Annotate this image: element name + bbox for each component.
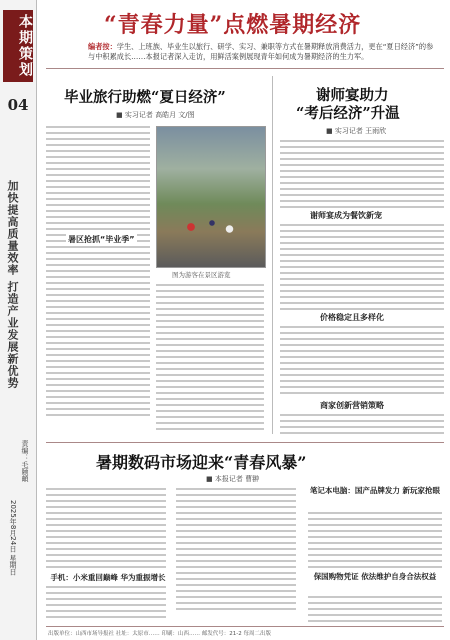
column-divider	[272, 76, 273, 434]
subheading: 价格稳定且多样化	[320, 313, 384, 322]
article-title-line2: “考后经济”升温	[296, 105, 400, 122]
subheading: 笔记本电脑：国产品牌发力 新玩家抢眼	[309, 486, 441, 495]
text-block	[176, 488, 296, 610]
article-title: 毕业旅行助燃“夏日经济”	[64, 89, 226, 106]
article-graduate-travel	[46, 72, 266, 440]
page-title: “青春力量”点燃暑期经济	[104, 12, 362, 38]
text-block	[280, 224, 444, 310]
section-label: 本期策划	[3, 10, 33, 82]
subheading: 保国购物凭证 依法维护自身合法权益	[313, 572, 437, 581]
text-block	[308, 512, 442, 568]
text-block	[280, 326, 444, 394]
article-photo	[156, 126, 266, 268]
article-digital-market	[46, 446, 444, 626]
text-block	[308, 596, 442, 622]
article-byline: ■ 本报记者 曹翀	[206, 475, 260, 483]
text-block	[46, 586, 166, 618]
text-block	[280, 140, 444, 208]
section-rule	[46, 442, 444, 443]
article-title: 暑期数码市场迎来“青春风暴”	[96, 453, 307, 472]
subheading: 暑区抢抓“毕业季”	[68, 235, 135, 244]
text-block	[156, 284, 264, 430]
text-block	[280, 414, 444, 434]
article-title: 谢师宴助力	[316, 87, 389, 104]
article-byline: ■ 实习记者 高皓月 文/图	[116, 111, 195, 119]
editor-note-label: 编者按：	[88, 42, 117, 51]
editor-note-text: 学生、上班族、毕业生以旅行、研学、实习、兼职等方式在暑期释放消费活力，更在“夏日经济”的参与中积累成长……本报记者深入走访，用鲜活案例展现青年如何成为暑期经济的生力军。	[88, 42, 434, 61]
footer-rule	[46, 626, 444, 627]
subheading: 手机：小米重回巅峰 华为重振增长	[50, 573, 166, 582]
page-number: 04	[7, 96, 29, 114]
masthead-rule	[46, 68, 444, 69]
subheading: 谢师宴成为餐饮新宠	[310, 211, 382, 220]
slogan: 加快提高质量效率 打造产业发展新优势	[6, 180, 19, 389]
date-line: 2025年8月24日 星期日	[9, 500, 17, 576]
editor-line: 责编：毛颐頔	[21, 440, 29, 482]
photo-caption: 图为游客在景区游览	[172, 271, 231, 279]
text-block	[46, 126, 150, 416]
subheading: 商家创新营销策略	[320, 401, 384, 410]
sidebar	[0, 0, 37, 640]
article-summer-work	[280, 72, 444, 440]
footer-line: 出版单位：山西市场导报社 社址：太原市…… 印刷：山西…… 邮发代号：21-2 每周二出版	[48, 631, 271, 637]
article-byline: ■ 实习记者 王雨欣	[326, 127, 387, 135]
photo-figures	[177, 207, 247, 247]
editor-note	[88, 42, 440, 62]
text-block	[46, 488, 166, 568]
